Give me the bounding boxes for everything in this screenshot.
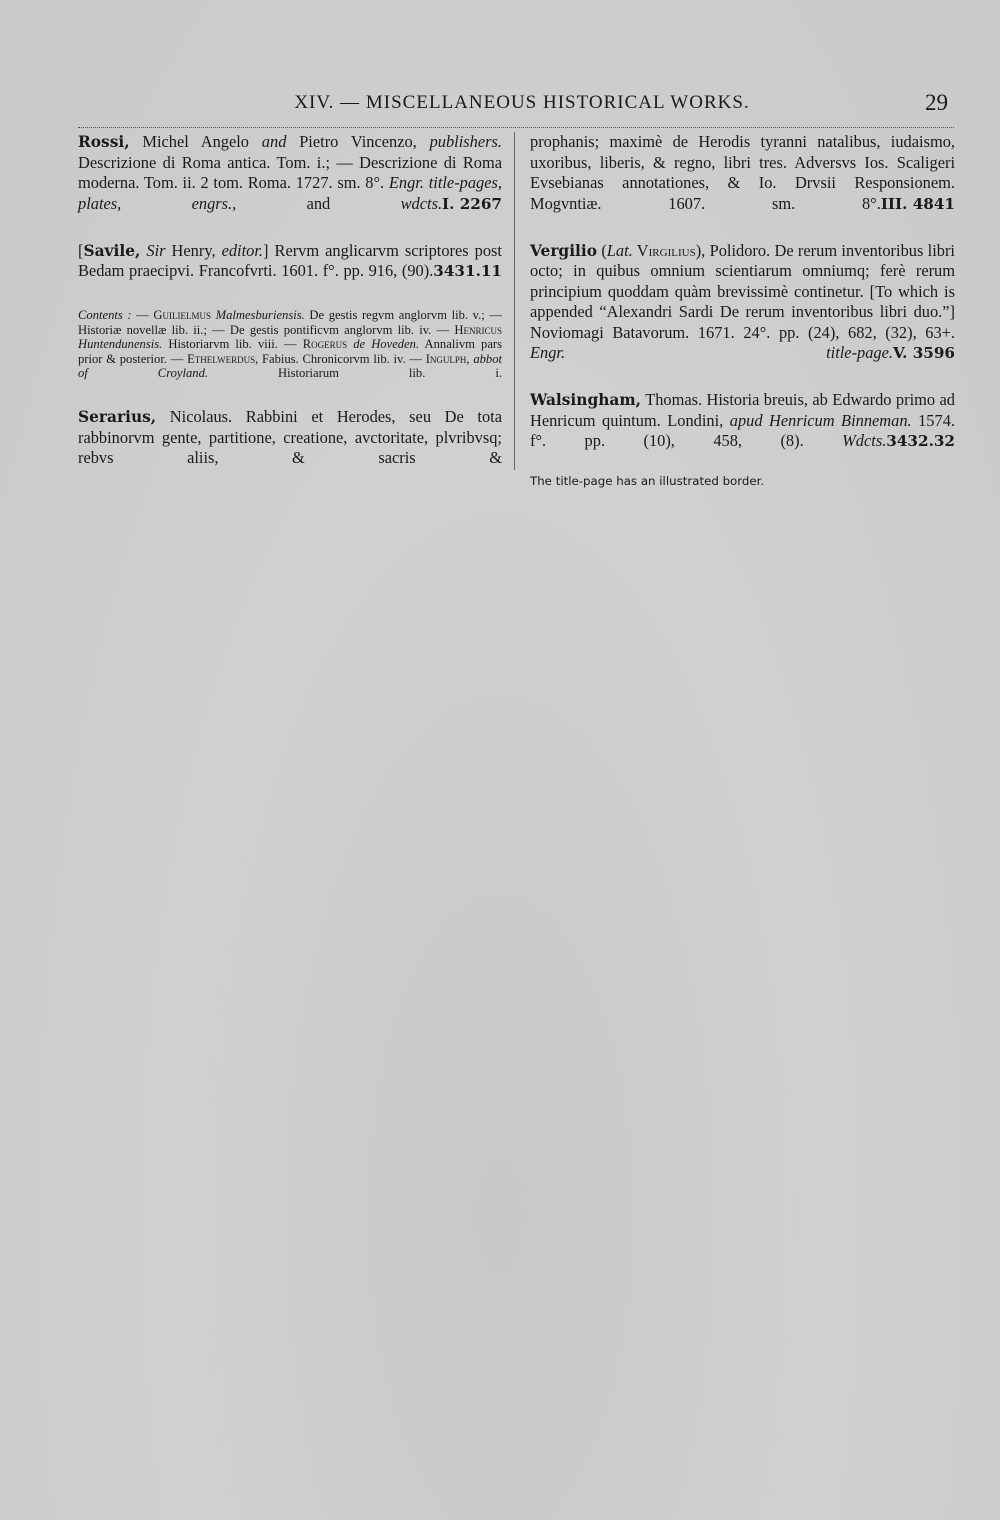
shelf-mark: V. 3596 — [893, 344, 955, 362]
running-title: XIV. — MISCELLANEOUS HISTORICAL WORKS. — [294, 92, 750, 113]
header-rule — [78, 127, 954, 128]
shelf-mark: 3431.11 — [433, 262, 502, 280]
page-number: 29 — [925, 90, 948, 115]
entry-rossi — [78, 132, 502, 235]
entry-text: Rossi, Michel Angelo and Pietro Vincenzo, publishers. Descrizione di Roma antica. Tom. i.; — Descrizione di Roma moderna. Tom. ii. 2 tom. Roma. 1727. sm. 8°. Engr. title-pages, plates, engrs., and wdcts. I. 2267 — [78, 132, 502, 213]
left-column — [78, 132, 502, 495]
right-column — [530, 132, 955, 501]
entry-name: Serarius, — [78, 408, 157, 426]
entry-note: The title-page has an illustrated border. — [530, 474, 765, 488]
column-divider — [514, 132, 515, 470]
entry-serarius-continued — [530, 132, 955, 235]
entry-name: Savile, — [83, 241, 141, 260]
entry-name: Vergilio — [530, 241, 597, 260]
entry-text: [Savile, Sir Henry, editor.] Rervm anglicarvm scriptores post Bedam praecipvi. Francofvrti. 1601. f°. pp. 916, (90). 3431.11 — [78, 240, 502, 280]
contents-note: Contents : — Guilielmus Malmesburiensis. De gestis regvm anglorvm lib. v.; — Historiæ novellæ lib. ii.; — De gestis pontificvm anglorvm lib. iv. — Henricus Huntendunensis. Historiarvm lib. viii. — Rogerus de Hoveden. Annalivm pars prior & posterior. — Ethelwerdus, Fabius. Chronicorvm lib. iv. — Ingulph, abbot of Croyland. Historiarum lib. i. — [78, 308, 503, 380]
entry-name: Rossi, — [78, 133, 130, 151]
entry-text: Vergilio (Lat. Virgilius), Polidoro. De rerum inventoribus libri octo; in quibus omnium scientiarum omniumq; ferè rerum principium quoddam quàm brevissimè continetur. [To which is appended “Alexandri Sardi De rerum inventoribus libri duo.”] Noviomagi Batavorum. 1671. 24°. pp. (24), 682, (32), 63+. Engr. title-page. V. 3596 — [530, 240, 955, 362]
entry-vergilio — [530, 241, 955, 385]
entry-savile — [78, 241, 502, 303]
entry-walsingham — [530, 390, 955, 489]
entry-text: Serarius, Nicolaus. Rabbini et Herodes, seu De tota rabbinorvm gente, partitione, creatione, avctoritate, plvribvsq; rebvs aliis, & sacris & — [78, 407, 502, 467]
entry-text: Walsingham, Thomas. Historia breuis, ab Edwardo primo ad Henricum quintum. Londini, apud Henricum Binneman. 1574. f°. pp. (10), 458, (8). Wdcts. 3432.32 — [530, 390, 955, 450]
entry-serarius — [78, 407, 502, 489]
entry-text: prophanis; maximè de Herodis tyranni natalibus, iudaismo, uxoribus, liberis, & regno, libri tres. Adversvs Ios. Scaligeri Evsebianas annotationes, & Io. Drvsii Responsionem. Mogvntiæ. 1607. sm. 8°. III. 4841 — [530, 132, 955, 213]
shelf-mark: 3432.32 — [886, 432, 955, 450]
shelf-mark: III. 4841 — [880, 194, 955, 213]
entry-name: Walsingham, — [530, 391, 642, 409]
page-header — [0, 92, 1000, 122]
shelf-mark: I. 2267 — [442, 194, 502, 213]
